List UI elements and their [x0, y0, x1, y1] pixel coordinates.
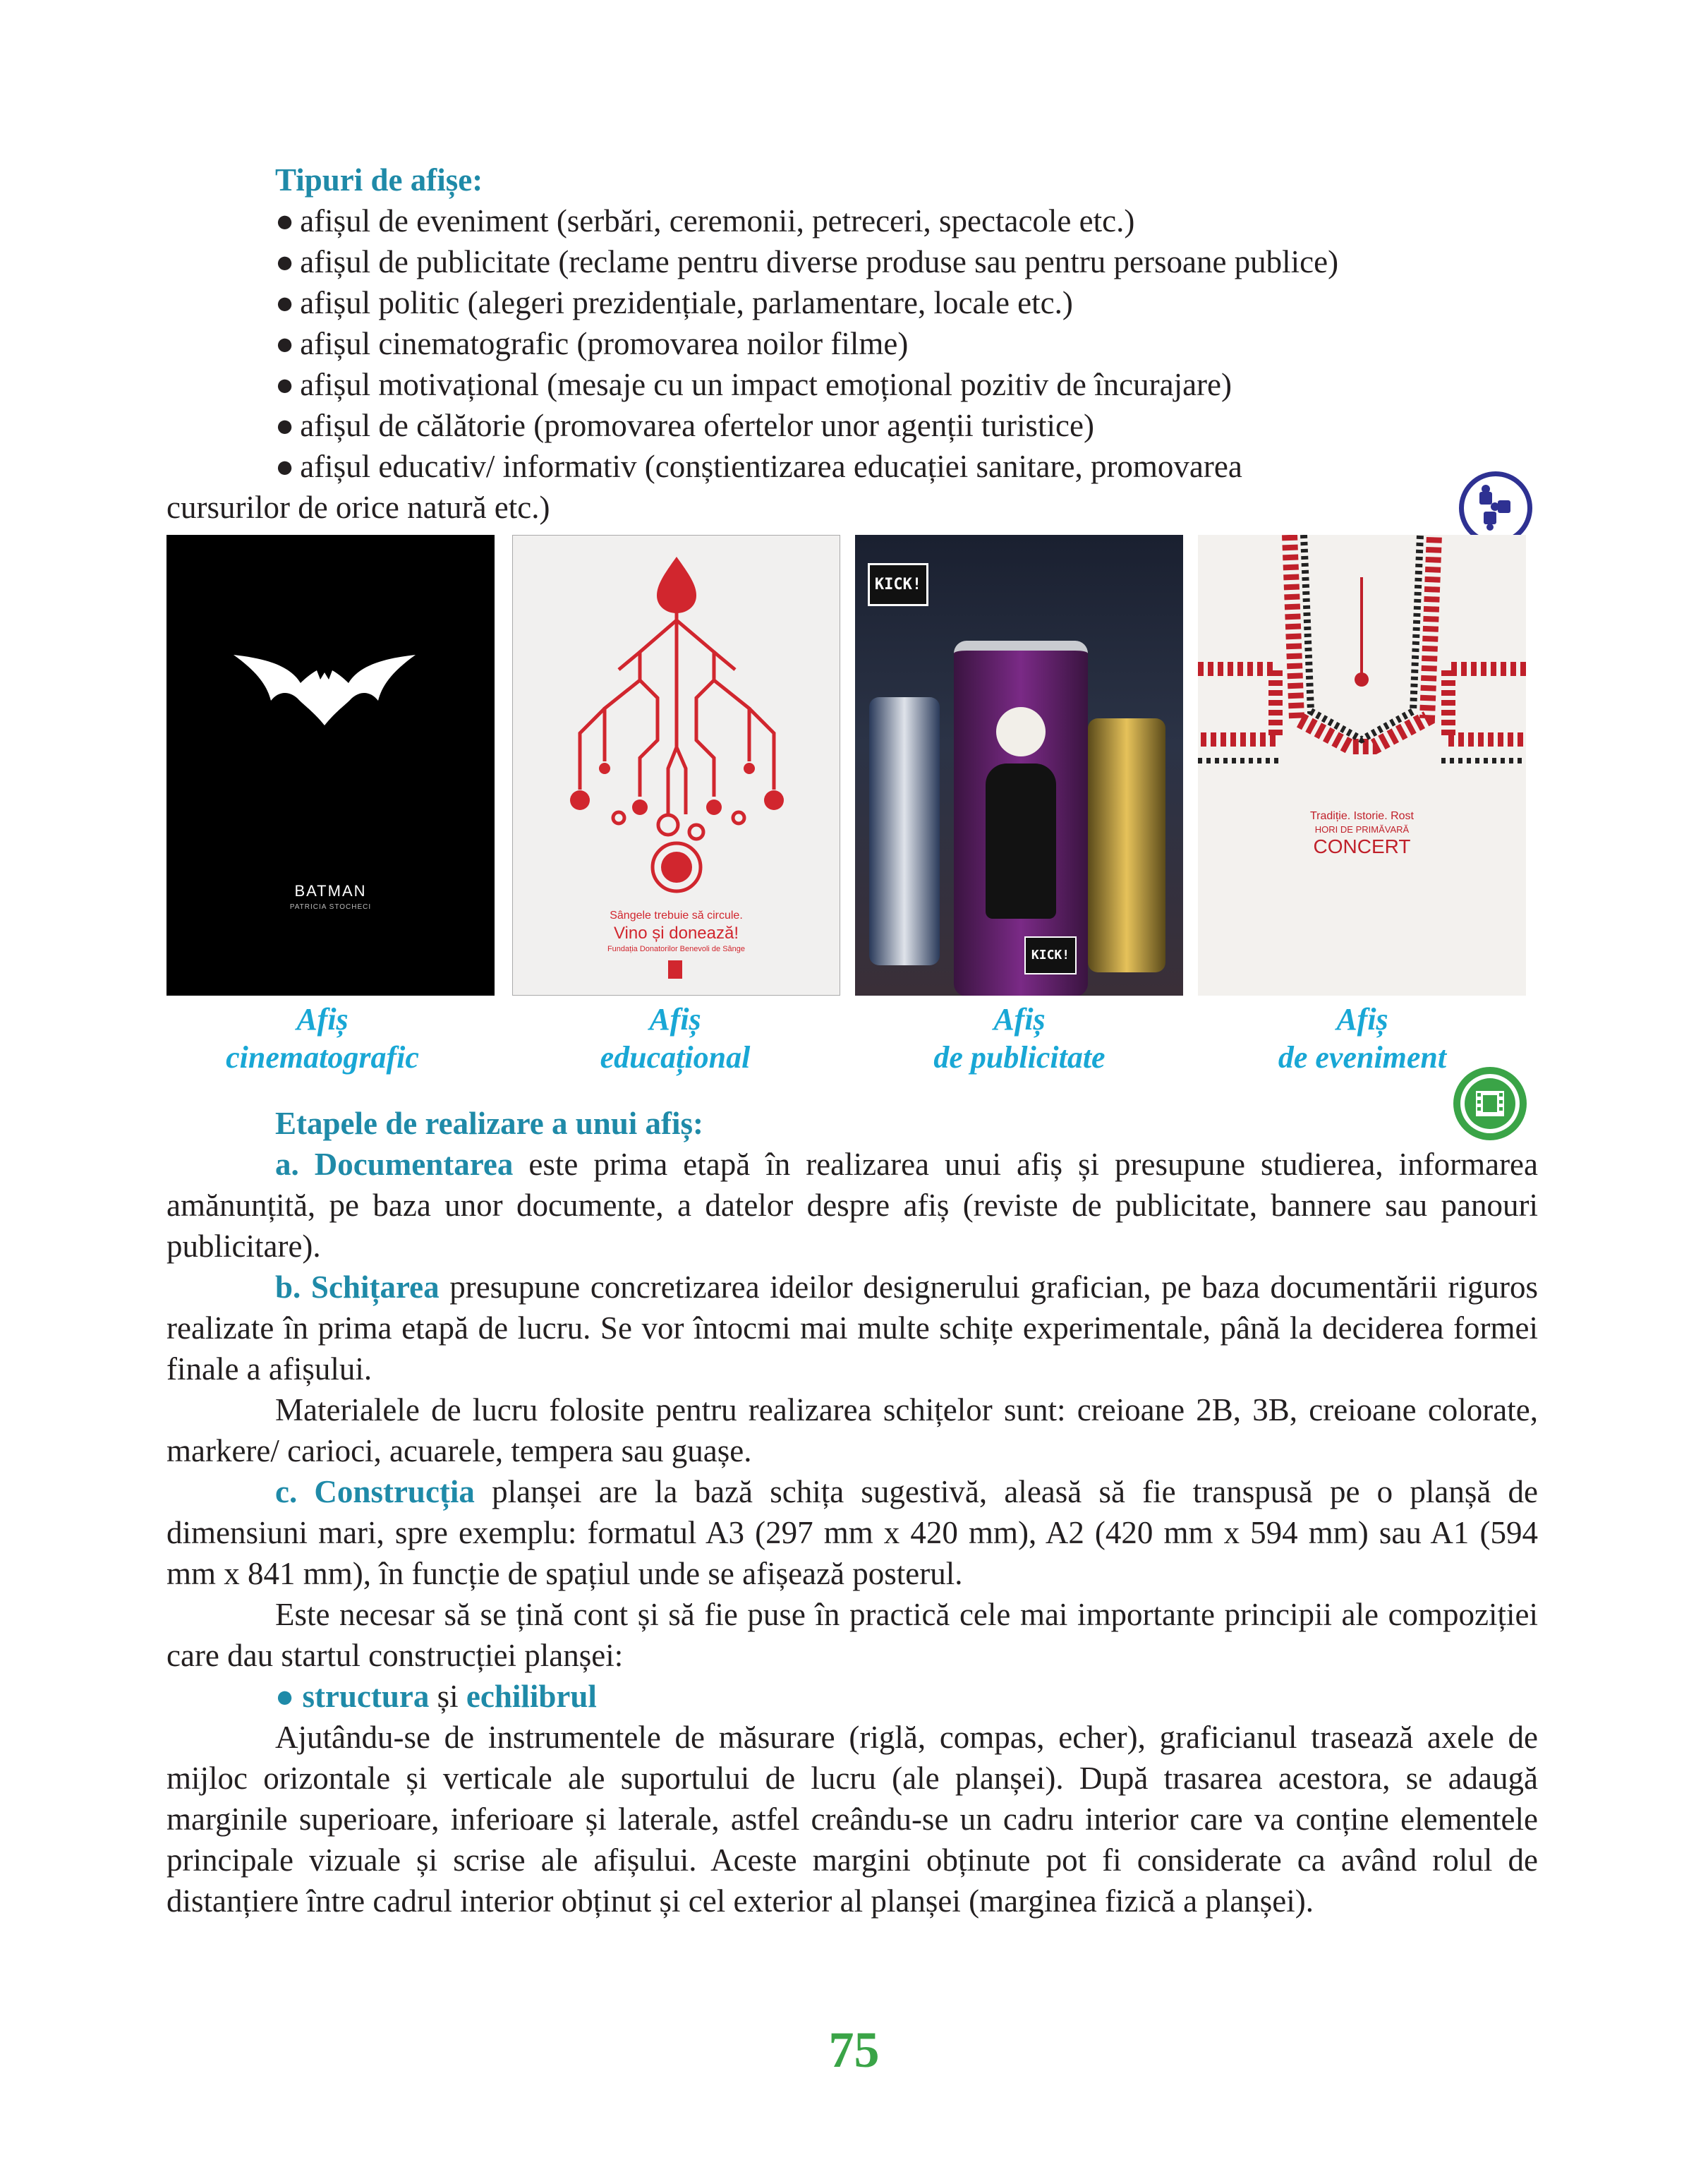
- illustration-face: [996, 707, 1046, 756]
- poster-subtitle: PATRICIA STOCHECI: [289, 903, 372, 911]
- paragraph-structure: Ajutându-se de instrumentele de măsurare (riglă, compas, echer), graficianul trasează axele de mijloc orizontale și verticale ale suportului de lucru (ale planșei). După trasarea acestora, se adaugă marginile superioare, inferioare și laterale, astfel creându-se un cadru interior care va conține elementele principale vizuale și scrise ale afișului. Aceste margini obținute pot fi considerate ca având rolul de distanțiere între cadrul interior obținut și cel exterior al planșei (marginea fizică a planșei).: [166, 1720, 1538, 1919]
- stages-body: [166, 1144, 1538, 1921]
- illustration-body: [986, 763, 1056, 919]
- can-brand-label: KICK!: [1024, 936, 1077, 974]
- poster-line3: Fundația Donatorilor Benevoli de Sânge: [607, 945, 746, 953]
- paragraph-principles: Este necesar să se țină cont și să fie puse în practică cele mai importante principii ale compoziției care dau startul construcției planșei:: [166, 1597, 1538, 1673]
- term-construction: c. Construcția: [275, 1474, 475, 1509]
- puzzle-badge: [1459, 471, 1532, 545]
- bullet-structure: ● structura și echilibrul: [275, 1679, 597, 1714]
- list-item-continuation: cursurilor de orice natură etc.): [166, 490, 550, 525]
- poster-line1: Tradiție. Istorie. Rost: [1309, 810, 1414, 822]
- list-item: ● afișul de eveniment (serbări, ceremonii, petreceri, spectacole etc.): [275, 203, 1135, 239]
- poster-line2: Vino și donează!: [613, 924, 739, 943]
- caption-advertising: Afiș de publicitate: [933, 1002, 1106, 1075]
- types-heading: Tipuri de afișe:: [275, 162, 483, 198]
- caption-event: Afiș de eveniment: [1278, 1002, 1447, 1075]
- caption-educational: Afiș educațional: [600, 1002, 751, 1075]
- paragraph-construction: c. Construcția planșei are la bază schița sugestivă, aleasă să fie transpusă pe o planșă de dimensiuni mari, spre exemplu: formatul A3 (297 mm x 420 mm), A2 (420 mm x 594 mm) sau A1 (594 mm x 841 mm), în funcție de spațiul unde se afișează posterul.: [166, 1474, 1538, 1591]
- list-item: ● afișul de călătorie (promovarea ofertelor unor agenții turistice): [275, 408, 1094, 443]
- paragraph-materials: Materialele de lucru folosite pentru realizarea schițelor sunt: creioane 2B, 3B, creioane colorate, markere/ carioci, acuarele, tempera sau guașe.: [166, 1392, 1538, 1468]
- paragraph-sketching: b. Schițarea presupune concretizarea ideilor designerului grafician, pe baza documentării riguros realizate în prima etapă de lucru. Se vor întocmi mai multe schițe experimentale, până la deciderea formei finale a afișului.: [166, 1269, 1538, 1387]
- types-list: [166, 200, 1538, 528]
- term-balance: echilibrul: [466, 1679, 597, 1714]
- can-center: [954, 641, 1088, 996]
- stages-heading: Etapele de realizare a unui afiș:: [275, 1106, 704, 1141]
- poster-advertising: [855, 535, 1183, 996]
- list-item: ● afișul motivațional (mesaje cu un impact emoțional pozitiv de încurajare): [275, 367, 1232, 402]
- list-item: ● afișul cinematografic (promovarea noilor filme): [275, 326, 909, 361]
- puzzle-icon: [1464, 476, 1527, 540]
- term-documentation: a. Documentarea: [275, 1147, 514, 1182]
- list-item: ● afișul educativ/ informativ (conștientizarea educației sanitare, promovarea: [275, 449, 1242, 484]
- poster-line2: HORI DE PRIMĂVARĂ: [1314, 824, 1410, 835]
- can-right: [1088, 718, 1165, 972]
- poster-educational: [512, 535, 840, 996]
- list-item: ● afișul politic (alegeri prezidențiale, parlamentare, locale etc.): [275, 285, 1073, 320]
- foundation-logo: [668, 960, 682, 979]
- poster-line1: Sângele trebuie să circule.: [610, 910, 743, 922]
- poster-title: BATMAN: [294, 882, 367, 900]
- list-item: ● afișul de publicitate (reclame pentru diverse produse sau pentru persoane publice): [275, 244, 1339, 279]
- page-number: 75: [828, 2022, 880, 2078]
- poster-cinematographic: [166, 535, 495, 996]
- bullet-dot: ●: [275, 1679, 303, 1714]
- bat-logo-icon: [166, 535, 495, 996]
- term-sketching: b. Schițarea: [275, 1269, 440, 1305]
- paragraph-documentation: a. Documentarea este prima etapă în realizarea unui afiș și presupune studierea, informarea amănunțită, pe baza unor documente, a datelor despre afiș (reviste de publicitate, bannere sau panouri publicitare).: [166, 1147, 1538, 1264]
- poster-event: [1198, 535, 1526, 996]
- can-left: [869, 697, 940, 965]
- term-structure: structura: [302, 1679, 430, 1714]
- poster-line3: CONCERT: [1313, 835, 1411, 857]
- embroidery-pattern-icon: [1198, 535, 1526, 996]
- brand-logo: KICK!: [868, 563, 928, 606]
- caption-cinematographic: Afiș cinematografic: [226, 1002, 419, 1075]
